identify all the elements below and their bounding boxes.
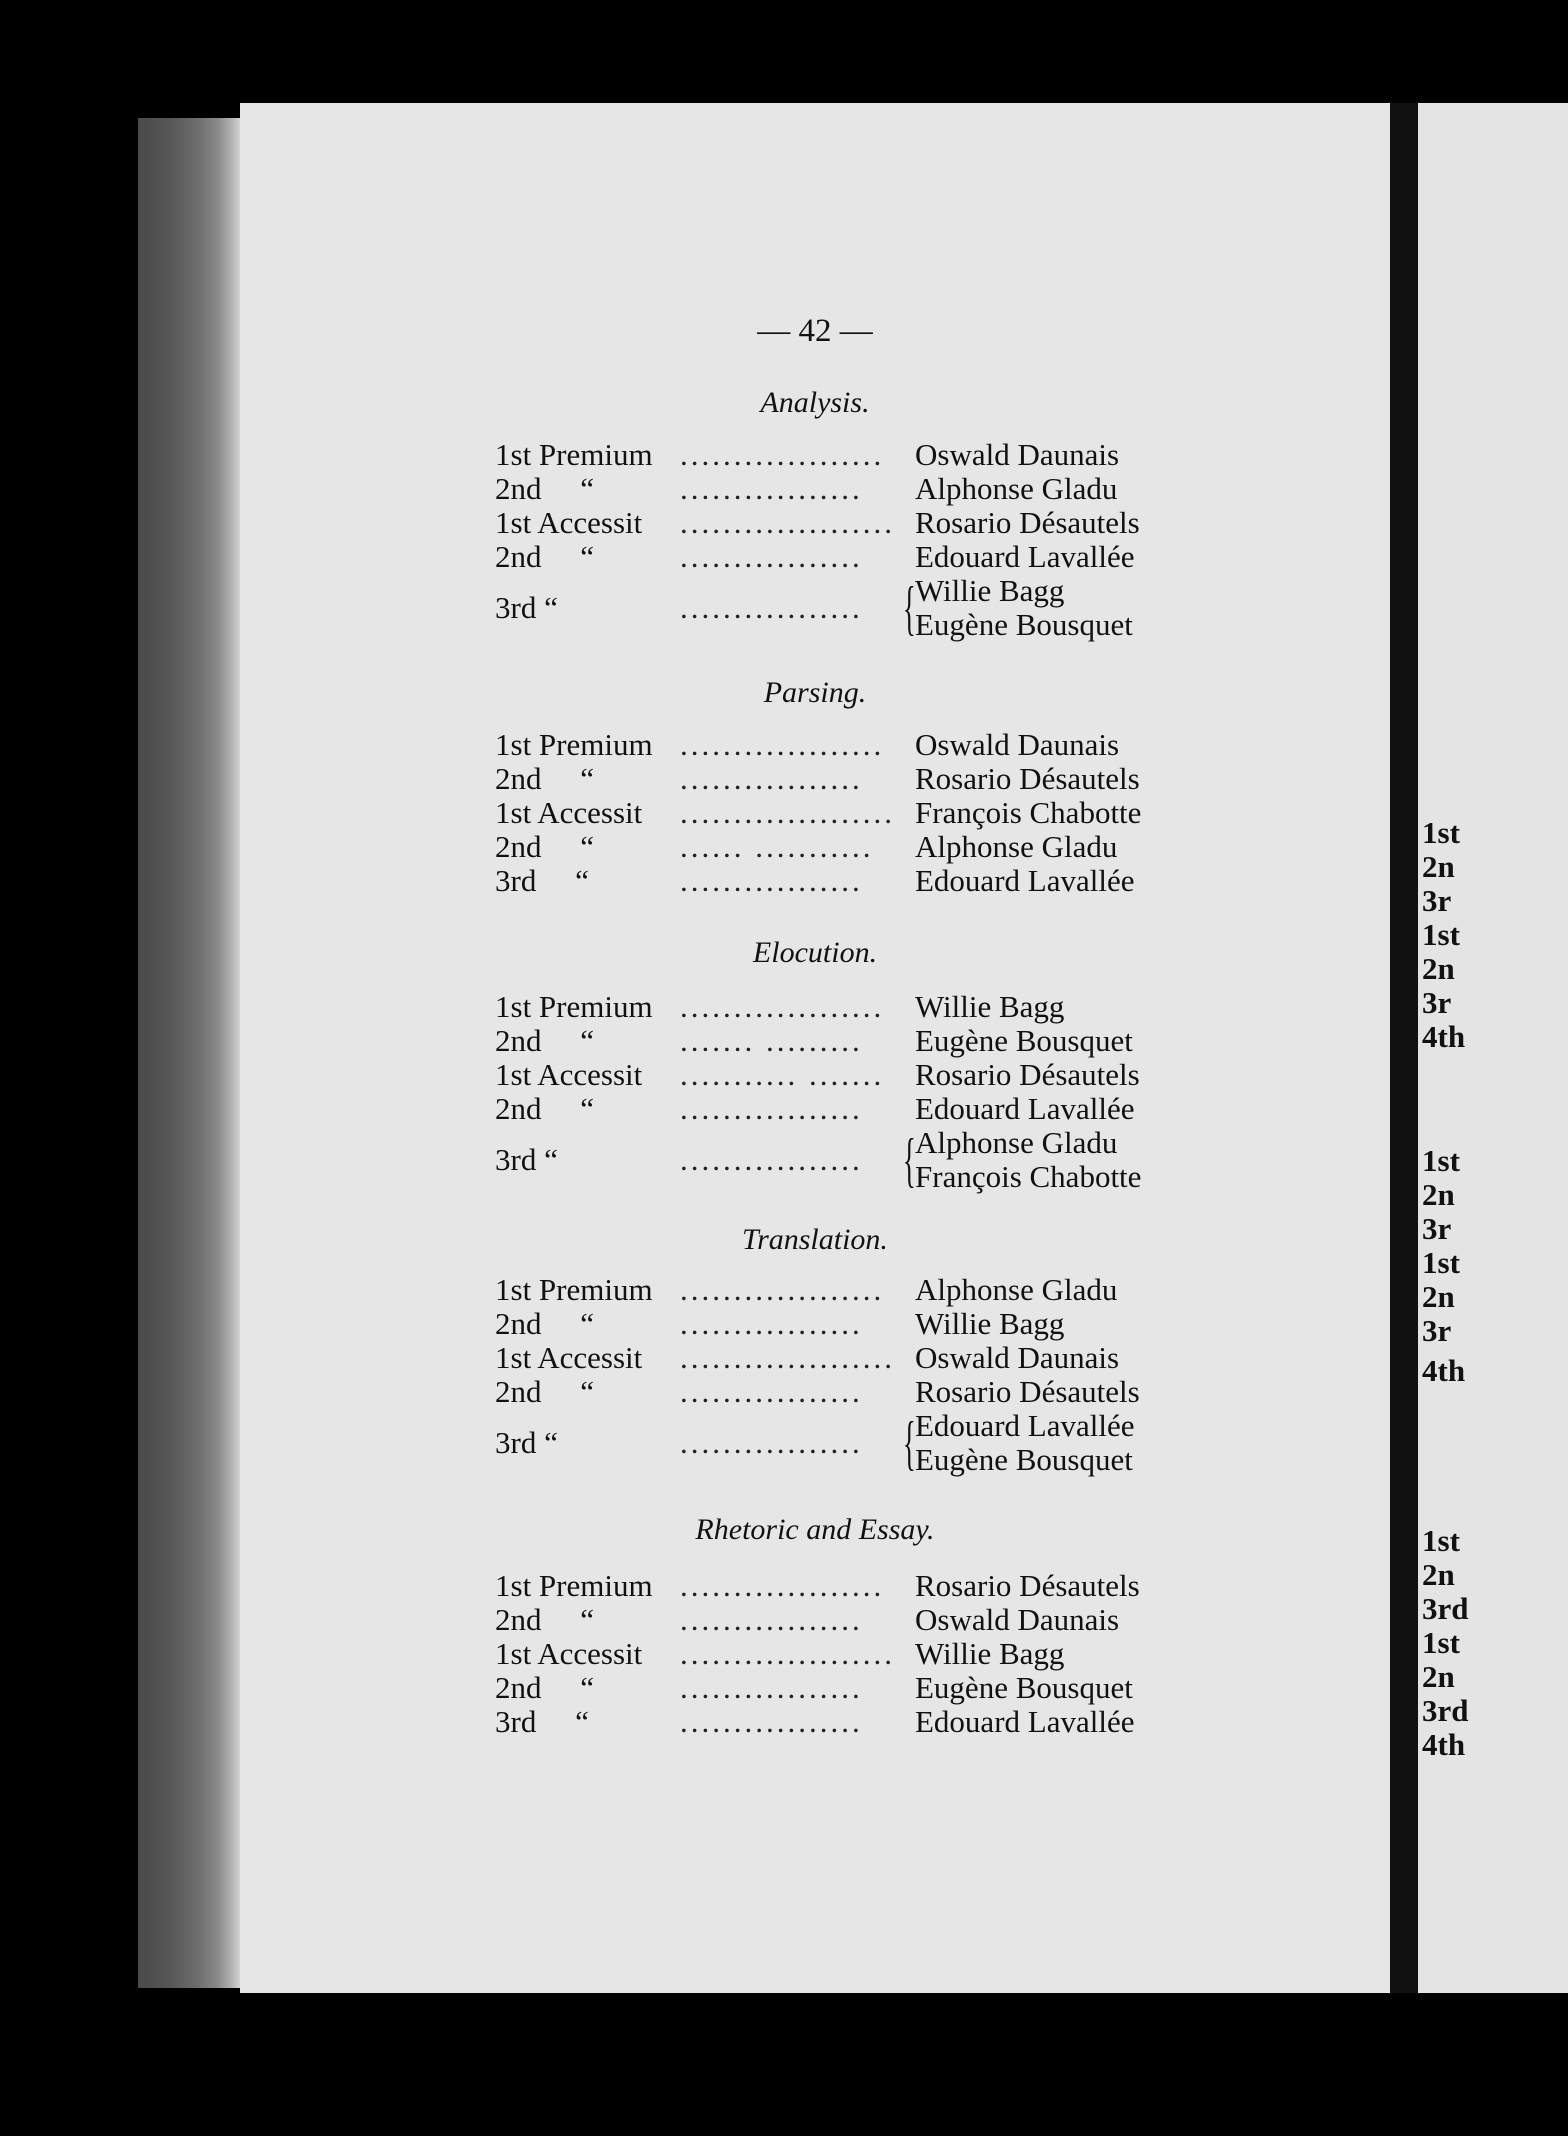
tied-row: 3rd “ ................. { Willie Bagg Eugène Bousquet: [495, 573, 1133, 642]
table-row: 1st Premium ................... Willie Bagg: [495, 989, 1065, 1024]
brace-icon: {: [902, 1127, 916, 1193]
fragment-text: 3r: [1422, 1211, 1452, 1246]
table-row: 1st Accessit ........... ....... Rosario Désautels: [495, 1057, 1140, 1092]
fragment-text: 2n: [1422, 1557, 1455, 1592]
fragment-text: 2n: [1422, 1659, 1455, 1694]
table-row: 2nd “ ...... ........... Alphonse Gladu: [495, 829, 1118, 864]
book-page-edges: [138, 118, 240, 1988]
fragment-text: 2n: [1422, 951, 1455, 986]
section-title-rhetoric: Rhetoric and Essay.: [695, 1513, 935, 1546]
book-gutter: [1390, 103, 1418, 1993]
table-row: 1st Accessit .................... Oswald Daunais: [495, 1340, 1120, 1375]
left-page: [240, 103, 1390, 1993]
table-row: 1st Accessit .................... Willie Bagg: [495, 1636, 1065, 1671]
table-row: 2nd “ ....... ......... Eugène Bousquet: [495, 1023, 1133, 1058]
fragment-text: 3r: [1422, 883, 1452, 918]
brace-icon: {: [902, 575, 916, 641]
fragment-text: 1st: [1422, 1245, 1460, 1280]
section-title-translation: Translation.: [742, 1223, 888, 1256]
fragment-text: 2n: [1422, 849, 1455, 884]
table-row: 1st Premium ................... Rosario Désautels: [495, 1568, 1140, 1603]
table-row: 1st Premium ................... Oswald Daunais: [495, 437, 1120, 472]
table-row: 2nd “ ................. Rosario Désautels: [495, 761, 1140, 796]
fragment-text: 2n: [1422, 1177, 1455, 1212]
facing-page-fragment: [1418, 103, 1568, 1993]
table-row: 2nd “ ................. Eugène Bousquet: [495, 1670, 1133, 1705]
section-title-parsing: Parsing.: [763, 676, 867, 709]
fragment-text: 3rd: [1422, 1693, 1469, 1728]
page-number: — 42 —: [757, 313, 873, 349]
fragment-text: 3rd: [1422, 1591, 1469, 1626]
fragment-text: 1st: [1422, 1523, 1460, 1558]
fragment-text: 1st: [1422, 917, 1460, 952]
table-row: 2nd “ ................. Edouard Lavallée: [495, 539, 1135, 574]
fragment-text: 4th: [1422, 1353, 1466, 1388]
table-row: 1st Accessit .................... François Chabotte: [495, 795, 1142, 830]
table-row: 3rd “ ................. Edouard Lavallée: [495, 1704, 1135, 1739]
table-row: 1st Accessit .................... Rosario Désautels: [495, 505, 1140, 540]
tied-row: 3rd “ ................. { Alphonse Gladu François Chabotte: [495, 1125, 1142, 1194]
section-title-elocution: Elocution.: [752, 936, 878, 969]
brace-icon: {: [902, 1410, 916, 1476]
table-row: 2nd “ ................. Alphonse Gladu: [495, 471, 1118, 506]
table-row: 2nd “ ................. Willie Bagg: [495, 1306, 1065, 1341]
section-title-analysis: Analysis.: [760, 386, 870, 419]
table-row: 1st Premium ................... Alphonse Gladu: [495, 1272, 1118, 1307]
fragment-text: 4th: [1422, 1727, 1466, 1762]
table-row: 1st Premium ................... Oswald Daunais: [495, 727, 1120, 762]
table-row: 3rd “ ................. Edouard Lavallée: [495, 863, 1135, 898]
fragment-text: 2n: [1422, 1279, 1455, 1314]
fragment-text: 4th: [1422, 1019, 1466, 1054]
table-row: 2nd “ ................. Oswald Daunais: [495, 1602, 1120, 1637]
table-row: 2nd “ ................. Edouard Lavallée: [495, 1091, 1135, 1126]
table-row: 2nd “ ................. Rosario Désautels: [495, 1374, 1140, 1409]
tied-row: 3rd “ ................. { Edouard Lavallée Eugène Bousquet: [495, 1408, 1135, 1477]
fragment-text: 1st: [1422, 815, 1460, 850]
fragment-text: 1st: [1422, 1625, 1460, 1660]
fragment-text: 3r: [1422, 1313, 1452, 1348]
fragment-text: 3r: [1422, 985, 1452, 1020]
fragment-text: 1st: [1422, 1143, 1460, 1178]
